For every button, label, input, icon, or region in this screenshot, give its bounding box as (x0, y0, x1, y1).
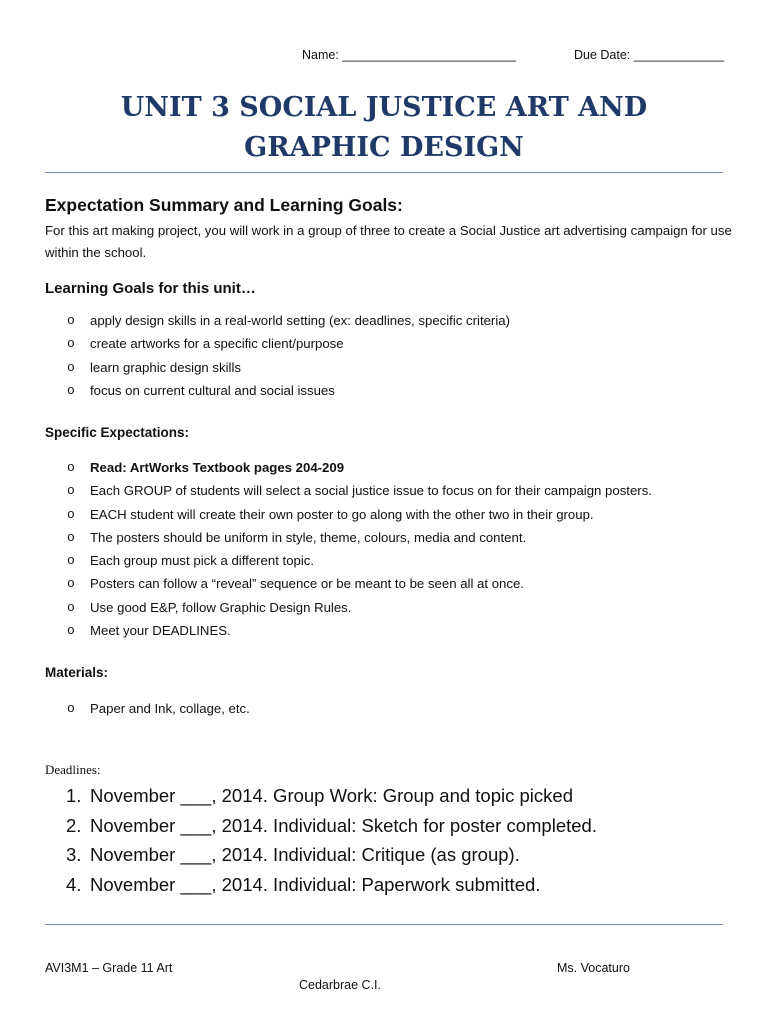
deadline-number: 4. (66, 873, 82, 895)
list-item-text: Meet your DEADLINES. (90, 623, 231, 639)
learning-goals-list (0, 309, 510, 402)
bullet: o (67, 576, 75, 592)
title-line-1: UNIT 3 SOCIAL JUSTICE ART AND (120, 92, 648, 123)
deadline-text: November ___, 2014. Individual: Paperwork submitted. (90, 873, 541, 895)
learning-goals-heading: Learning Goals for this unit… (45, 280, 256, 297)
list-item-text: Each GROUP of students will select a social justice issue to focus on for their campaign posters. (90, 483, 652, 499)
deadline-number: 2. (66, 814, 82, 836)
deadlines-list (0, 781, 597, 899)
list-item (0, 526, 652, 549)
specific-expectations-list (0, 456, 652, 642)
list-item (0, 619, 652, 642)
deadline-text: November ___, 2014. Individual: Sketch for poster completed. (90, 814, 597, 836)
list-item-text: EACH student will create their own poster to go along with the other two in their group. (90, 506, 594, 522)
due-date-field (574, 48, 724, 62)
expectation-heading: Expectation Summary and Learning Goals: (45, 195, 403, 215)
reading-assignment: Read: ArtWorks Textbook pages 204-209 (90, 460, 345, 475)
bullet: o (67, 553, 75, 569)
footer-school: Cedarbrae C.I. (299, 978, 381, 992)
bullet: o (67, 483, 75, 499)
list-item (0, 309, 510, 332)
bullet: o (67, 359, 75, 375)
list-item (0, 503, 652, 526)
list-item-text: focus on current cultural and social issues (90, 382, 335, 398)
deadline-item (0, 781, 597, 811)
list-item (0, 697, 250, 720)
list-item-text: Each group must pick a different topic. (90, 553, 315, 569)
bullet: o (67, 382, 75, 398)
bullet: o (67, 336, 75, 352)
bullet: o (67, 701, 75, 716)
list-item (0, 456, 652, 479)
deadline-item (0, 811, 597, 841)
materials-list (0, 697, 250, 720)
due-date-blank: _____________ (633, 48, 725, 62)
deadline-number: 1. (66, 785, 82, 806)
list-item-text: The posters should be uniform in style, theme, colours, media and content. (90, 529, 527, 545)
title-divider (45, 172, 723, 173)
bullet: o (67, 460, 75, 475)
list-item (0, 379, 510, 402)
deadline-number: 3. (66, 844, 82, 866)
deadline-item (0, 840, 597, 870)
bullet: o (67, 529, 75, 545)
list-item (0, 572, 652, 595)
footer-divider (45, 924, 723, 925)
deadline-text: November ___, 2014. Individual: Critique (as group). (90, 844, 520, 866)
page-title (45, 88, 723, 168)
materials-heading: Materials: (45, 665, 109, 680)
list-item-text: Paper and Ink, collage, etc. (90, 701, 250, 716)
deadlines-label: Deadlines: (45, 762, 101, 777)
expectation-text: For this art making project, you will work in a group of three to create a Social Justice art advertising campaign for use within the school. (45, 223, 732, 260)
list-item-text: learn graphic design skills (90, 359, 241, 375)
list-item-text: Use good E&P, follow Graphic Design Rules. (90, 599, 352, 615)
deadline-item (0, 870, 597, 900)
list-item-text: create artworks for a specific client/purpose (90, 336, 344, 352)
list-item (0, 332, 510, 355)
name-label: Name: (302, 48, 339, 62)
name-blank: _________________________ (342, 48, 517, 62)
title-line-2: GRAPHIC DESIGN (244, 132, 524, 163)
list-item (0, 596, 652, 619)
bullet: o (67, 506, 75, 522)
list-item (0, 479, 652, 502)
list-item-text: Posters can follow a “reveal” sequence or be meant to be seen all at once. (90, 576, 524, 592)
list-item (0, 356, 510, 379)
specific-expectations-heading: Specific Expectations: (45, 425, 190, 440)
due-date-label: Due Date: (574, 48, 631, 62)
deadline-text: November ___, 2014. Group Work: Group and topic picked (90, 785, 573, 806)
footer-course: AVI3M1 – Grade 11 Art (45, 961, 173, 975)
bullet: o (67, 313, 75, 328)
name-field (302, 48, 516, 62)
footer-teacher: Ms. Vocaturo (557, 961, 630, 975)
list-item-text: apply design skills in a real-world setting (ex: deadlines, specific criteria) (90, 313, 510, 328)
list-item (0, 549, 652, 572)
bullet: o (67, 599, 75, 615)
bullet: o (67, 623, 75, 639)
